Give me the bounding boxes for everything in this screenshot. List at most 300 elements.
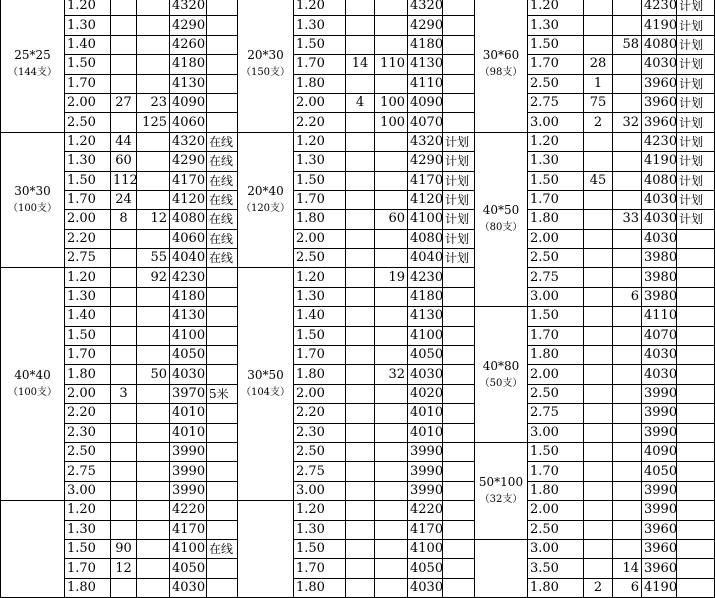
stock-b-cell: 6 — [613, 287, 642, 306]
note-cell — [207, 307, 238, 326]
note-cell: 计划 — [677, 74, 715, 93]
stock-a-cell — [346, 35, 375, 54]
note-cell — [207, 501, 238, 520]
price-cell: 4010 — [408, 423, 443, 442]
stock-a-cell — [584, 481, 613, 500]
note-cell: 在线 — [207, 210, 238, 229]
price-cell: 4230 — [408, 268, 443, 287]
price-cell: 4080 — [642, 171, 677, 190]
stock-a-cell — [346, 423, 375, 442]
thickness-cell: 2.50 — [65, 113, 111, 132]
price-cell: 4040 — [408, 249, 443, 268]
stock-b-cell — [375, 229, 408, 248]
note-cell — [207, 578, 238, 597]
note-cell — [677, 346, 715, 365]
stock-b-cell — [613, 384, 642, 403]
stock-b-cell — [137, 35, 170, 54]
note-cell — [677, 287, 715, 306]
thickness-cell: 2.50 — [294, 442, 346, 461]
stock-a-cell: 3 — [111, 384, 137, 403]
price-cell: 3990 — [642, 501, 677, 520]
note-cell: 计划 — [677, 16, 715, 35]
stock-a-cell — [346, 307, 375, 326]
spec-cell — [1, 268, 65, 501]
stock-b-cell — [375, 346, 408, 365]
price-cell: 3990 — [642, 384, 677, 403]
price-cell: 4260 — [170, 35, 207, 54]
price-cell: 4180 — [170, 55, 207, 74]
stock-b-cell — [137, 539, 170, 558]
thickness-cell: 1.80 — [528, 578, 584, 597]
thickness-cell: 1.70 — [294, 559, 346, 578]
stock-b-cell — [375, 35, 408, 54]
spec-count: （100支） — [7, 203, 58, 215]
thickness-cell: 3.50 — [528, 559, 584, 578]
price-cell: 4060 — [170, 229, 207, 248]
thickness-cell: 2.00 — [528, 229, 584, 248]
spec-cell — [238, 0, 294, 132]
stock-b-cell — [137, 0, 170, 16]
thickness-cell: 1.50 — [294, 35, 346, 54]
price-cell: 4290 — [408, 152, 443, 171]
table-row — [238, 0, 475, 16]
note-cell — [677, 365, 715, 384]
note-cell — [443, 0, 475, 16]
thickness-cell: 2.50 — [65, 442, 111, 461]
price-cell: 4230 — [642, 0, 677, 16]
spec-count: （150支） — [240, 67, 291, 79]
thickness-cell: 1.20 — [294, 0, 346, 16]
price-cell: 4180 — [170, 287, 207, 306]
price-cell: 3980 — [642, 249, 677, 268]
thickness-cell: 1.30 — [294, 520, 346, 539]
stock-a-cell — [111, 113, 137, 132]
price-cell: 4180 — [408, 35, 443, 54]
thickness-cell: 1.80 — [528, 481, 584, 500]
stock-a-cell — [111, 0, 137, 16]
stock-a-cell — [346, 326, 375, 345]
thickness-cell: 1.30 — [65, 152, 111, 171]
thickness-cell: 2.00 — [528, 365, 584, 384]
note-cell — [677, 307, 715, 326]
stock-b-cell — [375, 16, 408, 35]
stock-b-cell: 19 — [375, 268, 408, 287]
stock-a-cell: 2 — [584, 578, 613, 597]
price-cell: 3990 — [408, 481, 443, 500]
thickness-cell: 1.70 — [528, 55, 584, 74]
note-cell — [207, 346, 238, 365]
price-cell: 4100 — [170, 539, 207, 558]
price-cell: 4320 — [408, 0, 443, 16]
stock-a-cell — [346, 462, 375, 481]
stock-a-cell — [584, 210, 613, 229]
stock-b-cell — [137, 326, 170, 345]
thickness-cell: 1.30 — [65, 287, 111, 306]
note-cell: 计划 — [677, 113, 715, 132]
stock-b-cell: 100 — [375, 93, 408, 112]
thickness-cell: 1.50 — [65, 539, 111, 558]
table-row — [475, 539, 715, 558]
price-cell: 4190 — [642, 578, 677, 597]
stock-b-cell — [613, 423, 642, 442]
stock-a-cell — [111, 326, 137, 345]
stock-a-cell — [111, 249, 137, 268]
thickness-cell: 2.00 — [294, 93, 346, 112]
stock-b-cell — [375, 132, 408, 151]
note-cell: 计划 — [443, 132, 475, 151]
price-cell: 4050 — [170, 559, 207, 578]
stock-b-cell — [613, 152, 642, 171]
thickness-cell: 1.70 — [65, 190, 111, 209]
price-cell: 4190 — [642, 16, 677, 35]
price-cell: 4070 — [642, 326, 677, 345]
note-cell — [207, 326, 238, 345]
spec-count: （100支） — [7, 387, 58, 399]
thickness-cell: 2.20 — [65, 404, 111, 423]
note-cell — [207, 287, 238, 306]
price-cell: 4050 — [170, 346, 207, 365]
price-cell: 4170 — [408, 520, 443, 539]
spec-size: 40*80 — [482, 358, 520, 373]
note-cell — [677, 539, 715, 558]
thickness-cell: 1.50 — [294, 326, 346, 345]
spec-cell — [238, 501, 294, 598]
stock-b-cell: 92 — [137, 268, 170, 287]
thickness-cell: 1.20 — [294, 132, 346, 151]
price-cell: 4060 — [170, 113, 207, 132]
price-cell: 4120 — [408, 190, 443, 209]
price-cell: 3960 — [642, 93, 677, 112]
stock-b-cell: 32 — [613, 113, 642, 132]
thickness-cell: 2.00 — [65, 210, 111, 229]
stock-a-cell — [346, 229, 375, 248]
stock-a-cell — [346, 481, 375, 500]
table-row — [1, 0, 238, 16]
stock-b-cell: 33 — [613, 210, 642, 229]
stock-a-cell — [346, 559, 375, 578]
stock-b-cell — [613, 0, 642, 16]
spec-cell — [1, 0, 65, 132]
note-cell — [677, 268, 715, 287]
stock-b-cell — [137, 16, 170, 35]
stock-a-cell — [111, 365, 137, 384]
note-cell: 计划 — [443, 190, 475, 209]
thickness-cell: 1.50 — [294, 171, 346, 190]
table-row — [1, 501, 238, 520]
price-cell: 4050 — [642, 462, 677, 481]
thickness-cell: 2.50 — [528, 384, 584, 403]
note-cell: 在线 — [207, 171, 238, 190]
stock-b-cell — [137, 132, 170, 151]
stock-b-cell — [137, 481, 170, 500]
note-cell: 计划 — [677, 93, 715, 112]
stock-b-cell — [137, 384, 170, 403]
price-cell: 4030 — [408, 365, 443, 384]
price-cell: 3970 — [170, 384, 207, 403]
thickness-cell: 1.50 — [528, 35, 584, 54]
thickness-cell: 2.00 — [65, 93, 111, 112]
stock-a-cell — [346, 287, 375, 306]
thickness-cell: 3.00 — [528, 539, 584, 558]
stock-a-cell — [346, 113, 375, 132]
stock-b-cell — [375, 520, 408, 539]
stock-b-cell — [137, 190, 170, 209]
price-cell: 3960 — [642, 113, 677, 132]
stock-a-cell — [584, 501, 613, 520]
note-cell: 计划 — [677, 190, 715, 209]
table-row — [1, 268, 238, 287]
stock-b-cell — [375, 384, 408, 403]
price-cell: 4030 — [170, 365, 207, 384]
note-cell — [677, 578, 715, 597]
thickness-cell: 1.80 — [294, 578, 346, 597]
spec-size: 40*40 — [14, 368, 51, 383]
note-cell: 计划 — [677, 210, 715, 229]
price-cell: 3960 — [642, 539, 677, 558]
thickness-cell: 1.80 — [65, 365, 111, 384]
stock-table-left — [0, 0, 238, 598]
stock-a-cell — [346, 171, 375, 190]
stock-b-cell — [613, 55, 642, 74]
thickness-cell: 1.70 — [528, 190, 584, 209]
note-cell: 计划 — [443, 229, 475, 248]
stock-a-cell — [111, 268, 137, 287]
table-row — [238, 132, 475, 151]
note-cell: 计划 — [443, 210, 475, 229]
price-cell: 4050 — [408, 346, 443, 365]
stock-b-cell — [613, 190, 642, 209]
price-cell: 4010 — [408, 404, 443, 423]
price-cell: 3990 — [642, 481, 677, 500]
price-cell: 4290 — [408, 16, 443, 35]
note-cell — [443, 16, 475, 35]
stock-b-cell — [613, 74, 642, 93]
price-cell: 4110 — [408, 74, 443, 93]
stock-a-cell — [584, 268, 613, 287]
price-cell: 4090 — [170, 93, 207, 112]
note-cell — [443, 326, 475, 345]
thickness-cell: 1.70 — [294, 346, 346, 365]
stock-b-cell — [375, 559, 408, 578]
note-cell — [443, 287, 475, 306]
thickness-cell: 1.40 — [65, 35, 111, 54]
thickness-cell: 2.20 — [294, 113, 346, 132]
stock-b-cell — [375, 190, 408, 209]
note-cell — [443, 55, 475, 74]
price-cell: 4130 — [408, 307, 443, 326]
note-cell — [443, 578, 475, 597]
stock-a-cell — [111, 423, 137, 442]
stock-a-cell — [584, 559, 613, 578]
stock-a-cell: 112 — [111, 171, 137, 190]
note-cell — [207, 442, 238, 461]
note-cell: 计划 — [443, 171, 475, 190]
thickness-cell: 1.80 — [528, 346, 584, 365]
stock-b-cell — [613, 404, 642, 423]
note-cell — [207, 35, 238, 54]
price-cell: 3980 — [642, 268, 677, 287]
stock-a-cell: 12 — [111, 559, 137, 578]
stock-b-cell — [613, 326, 642, 345]
price-cell: 4020 — [408, 384, 443, 403]
stock-b-cell — [137, 520, 170, 539]
spec-count: （32支） — [479, 493, 523, 505]
stock-a-cell: 45 — [584, 171, 613, 190]
note-cell — [677, 501, 715, 520]
stock-a-cell — [346, 578, 375, 597]
note-cell — [443, 462, 475, 481]
thickness-cell: 1.50 — [528, 442, 584, 461]
thickness-cell: 3.00 — [528, 113, 584, 132]
stock-b-cell — [137, 404, 170, 423]
thickness-cell: 1.40 — [65, 307, 111, 326]
stock-a-cell — [111, 578, 137, 597]
stock-b-cell — [613, 268, 642, 287]
stock-b-cell — [613, 520, 642, 539]
thickness-cell: 1.30 — [65, 520, 111, 539]
stock-a-cell: 75 — [584, 93, 613, 112]
price-cell: 3960 — [642, 74, 677, 93]
stock-a-cell — [111, 55, 137, 74]
stock-a-cell — [584, 35, 613, 54]
thickness-cell: 1.30 — [528, 152, 584, 171]
stock-b-cell — [613, 229, 642, 248]
thickness-cell: 2.75 — [528, 93, 584, 112]
stock-a-cell: 60 — [111, 152, 137, 171]
stock-b-cell — [375, 0, 408, 16]
note-cell: 计划 — [677, 171, 715, 190]
thickness-cell: 1.80 — [294, 74, 346, 93]
stock-a-cell — [346, 74, 375, 93]
stock-b-cell: 110 — [375, 55, 408, 74]
thickness-cell: 1.20 — [65, 132, 111, 151]
stock-a-cell — [584, 423, 613, 442]
note-cell — [443, 268, 475, 287]
thickness-cell: 1.20 — [528, 0, 584, 16]
note-cell: 计划 — [443, 152, 475, 171]
price-cell: 4110 — [642, 307, 677, 326]
price-cell: 4130 — [170, 307, 207, 326]
note-cell — [207, 74, 238, 93]
price-cell: 3990 — [170, 481, 207, 500]
note-cell — [677, 462, 715, 481]
thickness-cell: 2.75 — [528, 404, 584, 423]
stock-b-cell — [137, 442, 170, 461]
note-cell — [207, 113, 238, 132]
stock-b-cell — [375, 171, 408, 190]
thickness-cell: 2.00 — [294, 229, 346, 248]
stock-b-cell — [375, 578, 408, 597]
spec-size: 20*40 — [247, 184, 284, 199]
note-cell — [443, 520, 475, 539]
note-cell: 在线 — [207, 152, 238, 171]
thickness-cell: 1.50 — [528, 307, 584, 326]
stock-a-cell: 24 — [111, 190, 137, 209]
stock-b-cell — [613, 132, 642, 151]
table-row — [238, 501, 475, 520]
spec-count: （50支） — [479, 377, 523, 389]
stock-a-cell — [346, 442, 375, 461]
stock-b-cell — [137, 462, 170, 481]
stock-b-cell — [613, 346, 642, 365]
stock-b-cell — [613, 481, 642, 500]
stock-b-cell — [375, 326, 408, 345]
thickness-cell: 1.80 — [294, 210, 346, 229]
spec-count: （120支） — [240, 203, 291, 215]
price-cell: 3980 — [642, 287, 677, 306]
stock-a-cell — [584, 0, 613, 16]
note-cell — [443, 501, 475, 520]
note-cell — [443, 365, 475, 384]
stock-a-cell: 2 — [584, 113, 613, 132]
note-cell — [677, 423, 715, 442]
stock-b-cell — [137, 229, 170, 248]
table-row — [475, 307, 715, 326]
spec-size: 50*100 — [478, 474, 524, 489]
stock-a-cell — [584, 346, 613, 365]
price-cell: 4190 — [642, 152, 677, 171]
note-cell — [443, 404, 475, 423]
note-cell — [443, 74, 475, 93]
note-cell — [677, 520, 715, 539]
stock-b-cell — [375, 501, 408, 520]
stock-a-cell — [111, 462, 137, 481]
table-row — [475, 0, 715, 16]
spec-cell — [475, 307, 528, 443]
price-cell: 4100 — [408, 539, 443, 558]
stock-a-cell: 28 — [584, 55, 613, 74]
stock-a-cell — [346, 520, 375, 539]
thickness-cell: 1.40 — [294, 307, 346, 326]
note-cell — [443, 113, 475, 132]
stock-b-cell — [375, 307, 408, 326]
note-cell — [207, 462, 238, 481]
thickness-cell: 2.50 — [294, 249, 346, 268]
spec-count: （98支） — [479, 67, 523, 79]
stock-a-cell — [111, 16, 137, 35]
note-cell: 在线 — [207, 229, 238, 248]
thickness-cell: 2.50 — [528, 74, 584, 93]
note-cell — [443, 423, 475, 442]
stock-a-cell: 14 — [346, 55, 375, 74]
stock-b-cell — [613, 501, 642, 520]
note-cell: 在线 — [207, 132, 238, 151]
stock-a-cell — [584, 404, 613, 423]
thickness-cell: 1.70 — [294, 190, 346, 209]
stock-a-cell: 44 — [111, 132, 137, 151]
stock-a-cell — [111, 35, 137, 54]
stock-b-cell — [375, 74, 408, 93]
price-cell: 4100 — [408, 210, 443, 229]
price-cell: 4290 — [170, 16, 207, 35]
stock-a-cell: 1 — [584, 74, 613, 93]
thickness-cell: 2.75 — [65, 462, 111, 481]
stock-a-cell — [346, 152, 375, 171]
stock-b-cell — [613, 16, 642, 35]
price-cell: 4170 — [170, 171, 207, 190]
stock-b-cell — [137, 152, 170, 171]
spec-cell — [475, 0, 528, 132]
price-cell: 4220 — [408, 501, 443, 520]
price-cell: 3990 — [170, 442, 207, 461]
thickness-cell: 1.20 — [65, 501, 111, 520]
stock-b-cell — [137, 171, 170, 190]
note-cell — [207, 481, 238, 500]
stock-a-cell — [346, 539, 375, 558]
price-cell: 4290 — [170, 152, 207, 171]
stock-a-cell — [111, 404, 137, 423]
thickness-cell: 1.20 — [65, 268, 111, 287]
